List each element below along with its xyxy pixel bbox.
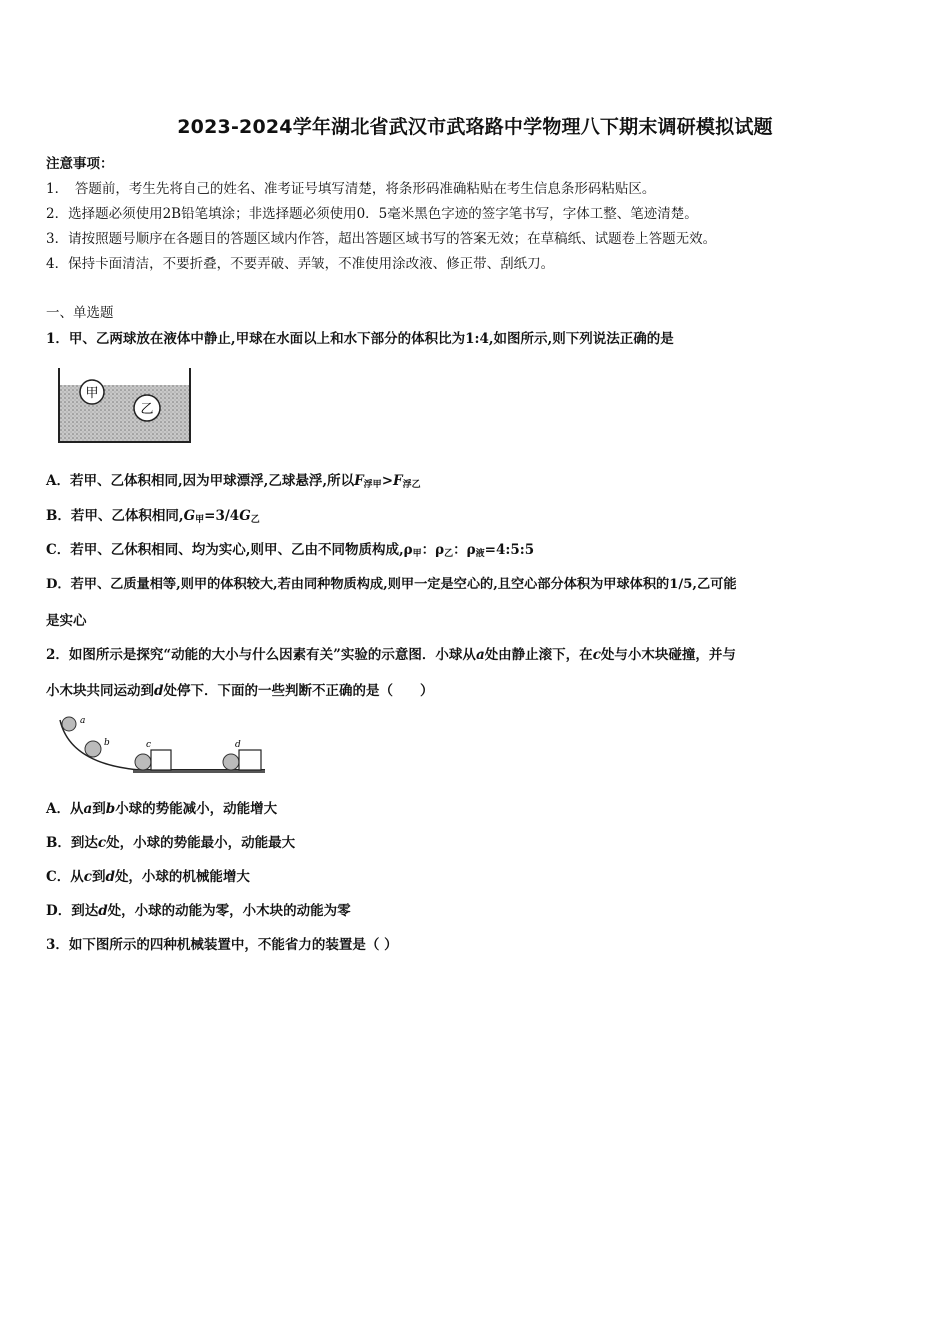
- q2-opt-var: c: [83, 869, 92, 885]
- option-a-text: A．若甲、乙体积相同,因为甲球漂浮,乙球悬浮,所以: [46, 473, 355, 489]
- option-a-gt: >: [381, 473, 393, 489]
- option-c-sub3: 液: [475, 549, 485, 559]
- option-b-text: B．若甲、乙体积相同,: [46, 508, 184, 524]
- notice-item-3: 3．请按照题号顺序在各题目的答题区域内作答，超出答题区域书写的答案无效；在草稿纸、试题卷上答题无效。: [46, 231, 717, 247]
- q2-opt-part: 到: [92, 801, 106, 817]
- page-title: 2023-2024学年湖北省武汉市武珞路中学物理八下期末调研模拟试题: [177, 116, 773, 138]
- q2-opt-part: A．从: [46, 801, 84, 817]
- question-2-option-c: [46, 865, 250, 885]
- option-b-g1: G: [183, 508, 196, 524]
- option-b-sub1: 甲: [195, 515, 205, 525]
- q2-stem-part: 处由静止滚下，在: [484, 647, 593, 663]
- q2-stem-c: c: [592, 647, 601, 663]
- option-b-g2: G: [239, 508, 251, 524]
- option-c-tail: =4:5:5: [484, 542, 535, 558]
- ball-jia-label: 甲: [85, 386, 99, 401]
- notice-item-4: 4．保持卡面清洁，不要折叠，不要弄破、弄皱，不准使用涂改液、修正带、刮纸刀。: [46, 256, 555, 272]
- q2-opt-part: 处，小球的机械能增大: [114, 869, 250, 885]
- ball-yi-label: 乙: [140, 402, 154, 417]
- question-1-option-c: [46, 538, 534, 559]
- option-c-rho3: ρ: [466, 542, 476, 558]
- q2-opt-var: d: [105, 869, 115, 885]
- option-c-sub2: 乙: [444, 549, 454, 559]
- notice-item-1: 1． 答题前，考生先将自己的姓名、准考证号填写清楚，将条形码准确粘贴在考生信息条形码粘贴区。: [46, 181, 656, 197]
- option-b-mid: =3/4: [204, 508, 240, 524]
- q2-stem-part: 处停下．下面的一些判断不正确的是（ ）: [163, 683, 434, 699]
- ball-at-a: [62, 717, 76, 731]
- block-at-c: [151, 750, 171, 770]
- ball-at-d: [223, 754, 239, 770]
- question-1-option-a: [46, 469, 421, 490]
- q2-stem-a: a: [475, 647, 485, 663]
- q2-opt-part: C．从: [46, 869, 84, 885]
- question-2-stem-line2: [46, 679, 433, 699]
- option-a-f2: F: [393, 473, 403, 489]
- option-a-sub2: 浮乙: [402, 480, 421, 490]
- q2-stem-part: 2．如图所示是探究“动能的大小与什么因素有关”实验的示意图．小球从: [46, 647, 476, 663]
- question-1-option-d-line1: D．若甲、乙质量相等,则甲的体积较大,若由同种物质构成,则甲一定是空心的,且空心部分体积为甲球体积的1/5,乙可能: [46, 577, 737, 592]
- notice-item-2: 2．选择题必须使用2B铅笔填涂；非选择题必须使用0．5毫米黑色字迹的签字笔书写，字体工整、笔迹清楚。: [46, 206, 698, 222]
- label-d: d: [235, 740, 241, 750]
- label-b: b: [104, 738, 110, 748]
- option-a-f1: F: [354, 473, 364, 489]
- option-c-rho1: ρ: [403, 542, 413, 558]
- ball-at-c: [135, 754, 151, 770]
- section-heading: 一、单选题: [46, 305, 114, 321]
- q2-opt-var: d: [98, 903, 108, 919]
- question-2-figure: [55, 712, 270, 776]
- option-c-sep1: ：: [421, 542, 436, 558]
- question-2-option-d: [46, 899, 351, 919]
- question-2-option-b: [46, 831, 295, 851]
- option-c-rho2: ρ: [435, 542, 445, 558]
- q2-opt-var: a: [83, 801, 93, 817]
- question-1-stem: 1．甲、乙两球放在液体中静止,甲球在水面以上和水下部分的体积比为1:4,如图所示,则下列说法正确的是: [46, 331, 674, 347]
- option-b-sub2: 乙: [250, 515, 260, 525]
- question-2-option-a: [46, 797, 277, 817]
- q2-stem-part: 小木块共同运动到: [46, 683, 154, 699]
- q2-opt-var: b: [105, 801, 116, 817]
- label-c: c: [146, 740, 152, 750]
- label-a: a: [80, 716, 86, 726]
- ball-at-b: [85, 741, 101, 757]
- notice-heading: 注意事项：: [46, 156, 114, 172]
- option-a-sub1: 浮甲: [363, 480, 382, 490]
- q2-opt-part: 处，小球的动能为零，小木块的动能为零: [107, 903, 351, 919]
- question-3-stem: 3．如下图所示的四种机械装置中，不能省力的装置是（ ）: [46, 937, 398, 953]
- q2-opt-part: 到: [91, 869, 106, 885]
- option-c-sub1: 甲: [412, 549, 422, 559]
- q2-opt-part: 小球的势能减小，动能增大: [115, 801, 278, 817]
- liquid-region: [59, 385, 190, 441]
- question-1-option-b: [46, 504, 260, 525]
- block-at-d: [239, 750, 261, 770]
- q2-opt-part: B．到达: [46, 835, 98, 851]
- question-2-stem-line1: [46, 643, 736, 663]
- q2-stem-d: d: [154, 683, 164, 699]
- option-c-text: C．若甲、乙休积相同、均为实心,则甲、乙由不同物质构成,: [46, 542, 404, 558]
- question-1-figure: [52, 365, 197, 445]
- q2-opt-part: D．到达: [46, 903, 99, 919]
- q2-stem-part: 处与小木块碰撞，并与: [600, 647, 736, 663]
- q2-opt-part: 处，小球的势能最小，动能最大: [106, 835, 296, 851]
- question-1-option-d-line2: 是实心: [46, 613, 87, 629]
- q2-opt-var: c: [97, 835, 107, 851]
- option-c-sep2: ：: [453, 542, 467, 558]
